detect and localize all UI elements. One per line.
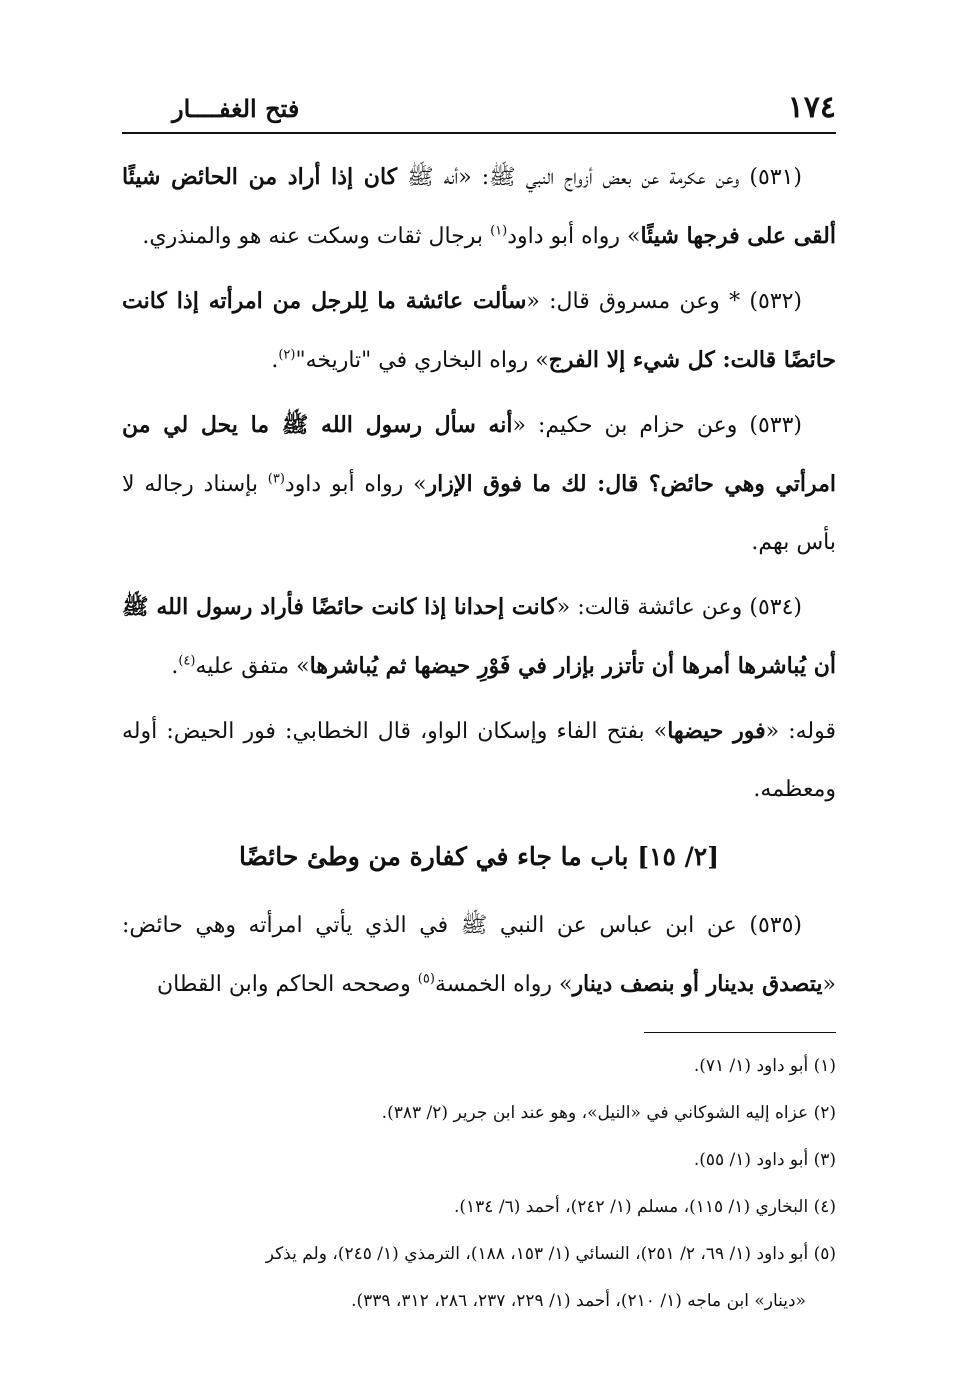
hadith-number: (٥٣٥) xyxy=(749,913,802,938)
hadith-matn: أنه سأل رسول الله ﷺ ما يحل لي من امرأتي وهي حائض؟ قال: لك ما فوق الإزار xyxy=(122,412,836,497)
footnote-ref[interactable]: (٢) xyxy=(278,347,296,363)
footnote-ref[interactable]: (١) xyxy=(490,223,508,239)
hadith-source: » رواه أبو داود xyxy=(507,224,641,249)
hadith-533 xyxy=(122,396,836,572)
footnote-5: (٥) أبو داود (١/ ٦٩، ٢/ ٢٥١)، النسائي (١/ ١٥٣، ١٨٨)، الترمذي (١/ ٢٤٥)، ولم يذكر xyxy=(265,1244,836,1264)
hadith-number: (٥٣٣) xyxy=(749,413,802,438)
hadith-grading: وصححه الحاكم وابن القطان xyxy=(157,972,418,997)
hadith-matn: يتصدق بدينار أو بنصف دينار xyxy=(572,971,823,997)
hadith-532 xyxy=(122,272,836,390)
footnote-ref[interactable]: (٥) xyxy=(417,971,435,987)
hadith-intro: وعن حزام بن حكيم: « xyxy=(512,413,750,438)
commentary-term: فور حيضها xyxy=(667,718,766,744)
hadith-number: (٥٣١) xyxy=(749,165,802,190)
running-header xyxy=(122,88,836,134)
hadith-intro: عن ابن عباس عن النبي ﷺ في الذي يأتي امرأته وهي حائض: « xyxy=(122,913,836,997)
footnote-3: (٣) أبو داود (١/ ٥٥). xyxy=(693,1150,836,1170)
hadith-grading: . xyxy=(171,654,179,679)
page-number: ١٧٤ xyxy=(787,90,836,125)
running-title: فتح الغفــــار xyxy=(172,94,300,123)
hadith-intro: وعن عائشة قالت: « xyxy=(556,595,750,620)
book-page xyxy=(122,88,836,1325)
footnote-5-continuation: «دينار» ابن ماجه (١/ ٢١٠)، أحمد (١/ ٢٢٩، ٢٣٧، ٢٨٦، ٣١٢، ٣٣٩). xyxy=(351,1291,806,1311)
hadith-source: » رواه الخمسة xyxy=(434,972,573,997)
hadith-matn: سألت عائشة ما لِلرجل من امرأته إذا كانت حائضًا قالت: كل شيء إلا الفرج xyxy=(122,288,836,373)
footnotes xyxy=(122,1043,836,1325)
hadith-source: » رواه أبو داود xyxy=(284,472,427,497)
commentary xyxy=(122,702,836,819)
hadith-number: (٥٣٤) xyxy=(749,595,802,620)
hadith-source: » رواه البخاري في "تاريخه" xyxy=(295,348,549,373)
hadith-535 xyxy=(122,897,836,1014)
hadith-matn: كان إذا أراد من الحائض شيئًا ألقى على فرجها شيئًا xyxy=(122,164,836,249)
hadith-intro: * وعن مسروق قال: « xyxy=(526,289,750,314)
hadith-matn: كانت إحدانا إذا كانت حائضًا فأراد رسول الله ﷺ أن يُباشرها أمرها أن تأتزر بإزار في فَوْرِ حيضها ثم يُباشرها xyxy=(122,594,836,679)
hadith-531 xyxy=(122,148,836,266)
hadith-number: (٥٣٢) xyxy=(749,289,802,314)
footnote-2: (٢) عزاه إليه الشوكاني في «النيل»، وهو عند ابن جرير (٢/ ٣٨٣). xyxy=(381,1103,836,1123)
hadith-grading: بإسناد رجاله لا بأس بهم. xyxy=(122,472,836,555)
commentary-intro: قوله: « xyxy=(765,719,837,744)
commentary-explanation: » بفتح الفاء وإسكان الواو، قال الخطابي: فور الحيض: أوله ومعظمه. xyxy=(122,719,836,802)
main-text xyxy=(122,148,836,1014)
footnote-ref[interactable]: (٤) xyxy=(178,653,196,669)
footnote-ref[interactable]: (٣) xyxy=(267,471,285,487)
chapter-heading: [٢/ ١٥] باب ما جاء في كفارة من وطئ حائضًا xyxy=(238,842,720,871)
hadith-534 xyxy=(122,578,836,696)
hadith-grading: برجال ثقات وسكت عنه هو والمنذري. xyxy=(142,224,491,249)
hadith-grading: . xyxy=(271,348,279,373)
footnote-1: (١) أبو داود (١/ ٧١). xyxy=(693,1056,836,1076)
hadith-source: » متفق عليه xyxy=(195,654,310,679)
footnote-4: (٤) البخاري (١/ ١١٥)، مسلم (١/ ٢٤٢)، أحمد (٦/ ١٣٤). xyxy=(454,1197,836,1217)
footnote-separator xyxy=(644,1032,836,1033)
hadith-intro: وعن عكرمة عن بعض أزواج النبي ﷺ: «أنه ﷺ xyxy=(397,165,750,190)
